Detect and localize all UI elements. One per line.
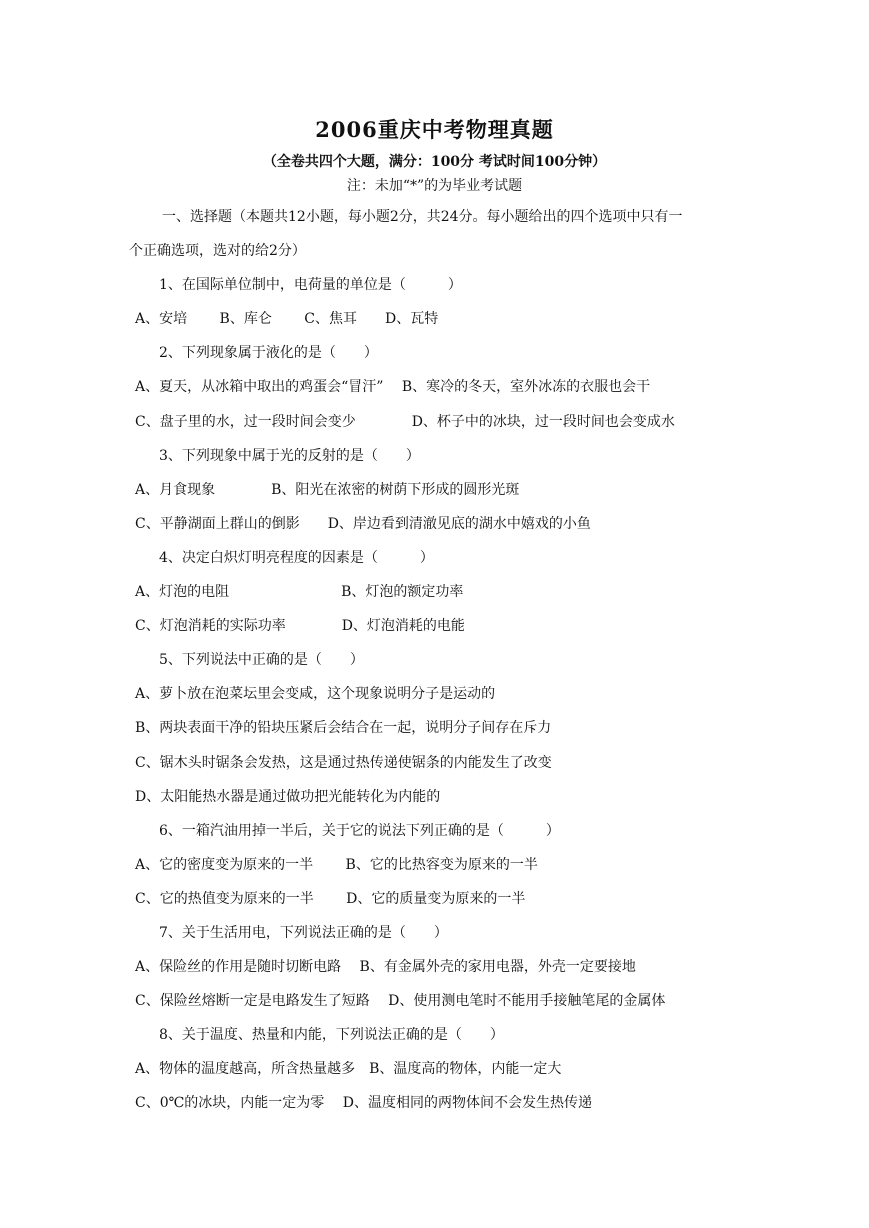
question-options: A、物体的温度越高，所含热量越多 B、温度高的物体，内能一定大: [135, 1061, 562, 1078]
question-stem: 3、下列现象中属于光的反射的是（ ）: [159, 447, 420, 464]
question-options: C、0℃的冰块，内能一定为零 D、温度相同的两物体间不会发生热传递: [135, 1095, 592, 1112]
question-options: C、平静湖面上群山的倒影 D、岸边看到清澈见底的湖水中嬉戏的小鱼: [135, 515, 591, 532]
question-options: C、灯泡消耗的实际功率 D、灯泡消耗的电能: [135, 618, 465, 635]
exam-note: 注：未加“*”的为毕业考试题: [346, 178, 523, 194]
question-stem: 6、一箱汽油用掉一半后，关于它的说法下列正确的是（ ）: [159, 822, 560, 839]
question-options: C、保险丝熔断一定是电路发生了短路 D、使用测电笔时不能用手接触笔尾的金属体: [135, 993, 666, 1010]
question-options: A、月食现象 B、阳光在浓密的树荫下形成的圆形光斑: [135, 481, 520, 498]
page-title: 2006重庆中考物理真题: [315, 117, 554, 142]
exam-info: （全卷共四个大题，满分：100分 考试时间100分钟）: [262, 154, 607, 170]
question-options: B、两块表面干净的铅块压紧后会结合在一起，说明分子间存在斥力: [135, 720, 552, 737]
question-options: A、保险丝的作用是随时切断电路 B、有金属外壳的家用电器，外壳一定要接地: [135, 959, 636, 976]
question-options: D、太阳能热水器是通过做功把光能转化为内能的: [135, 788, 441, 805]
question-stem: 8、关于温度、热量和内能，下列说法正确的是（ ）: [159, 1027, 504, 1044]
question-options: A、安培 B、库仑 C、焦耳 D、瓦特: [135, 311, 439, 328]
question-stem: 5、下列说法中正确的是（ ）: [159, 652, 364, 669]
question-body: [129, 200, 745, 1121]
question-stem: 1、在国际单位制中，电荷量的单位是（ ）: [159, 277, 462, 294]
question-options: A、灯泡的电阻 B、灯泡的额定功率: [135, 584, 464, 601]
question-options: A、萝卜放在泡菜坛里会变咸，这个现象说明分子是运动的: [135, 686, 496, 703]
section-heading: 一、选择题（本题共12小题，每小题2分，共24分。每小题给出的四个选项中只有一: [162, 209, 683, 225]
question-stem: 7、关于生活用电，下列说法正确的是（ ）: [159, 924, 448, 941]
question-stem: 4、决定白炽灯明亮程度的因素是（ ）: [159, 549, 434, 566]
question-options: C、锯木头时锯条会发热，这是通过热传递使锯条的内能发生了改变: [135, 754, 552, 771]
question-options: A、它的密度变为原来的一半 B、它的比热容变为原来的一半: [135, 856, 538, 873]
question-options: C、盘子里的水，过一段时间会变少 D、杯子中的冰块，过一段时间也会变成水: [135, 413, 675, 430]
question-options: A、夏天，从冰箱中取出的鸡蛋会“冒汗” B、寒冷的冬天，室外冰冻的衣服也会干: [135, 379, 651, 396]
section-heading-cont: 个正确选项，选对的给2分）: [129, 243, 306, 260]
question-stem: 2、下列现象属于液化的是（ ）: [159, 345, 378, 362]
question-options: C、它的热值变为原来的一半 D、它的质量变为原来的一半: [135, 890, 526, 907]
